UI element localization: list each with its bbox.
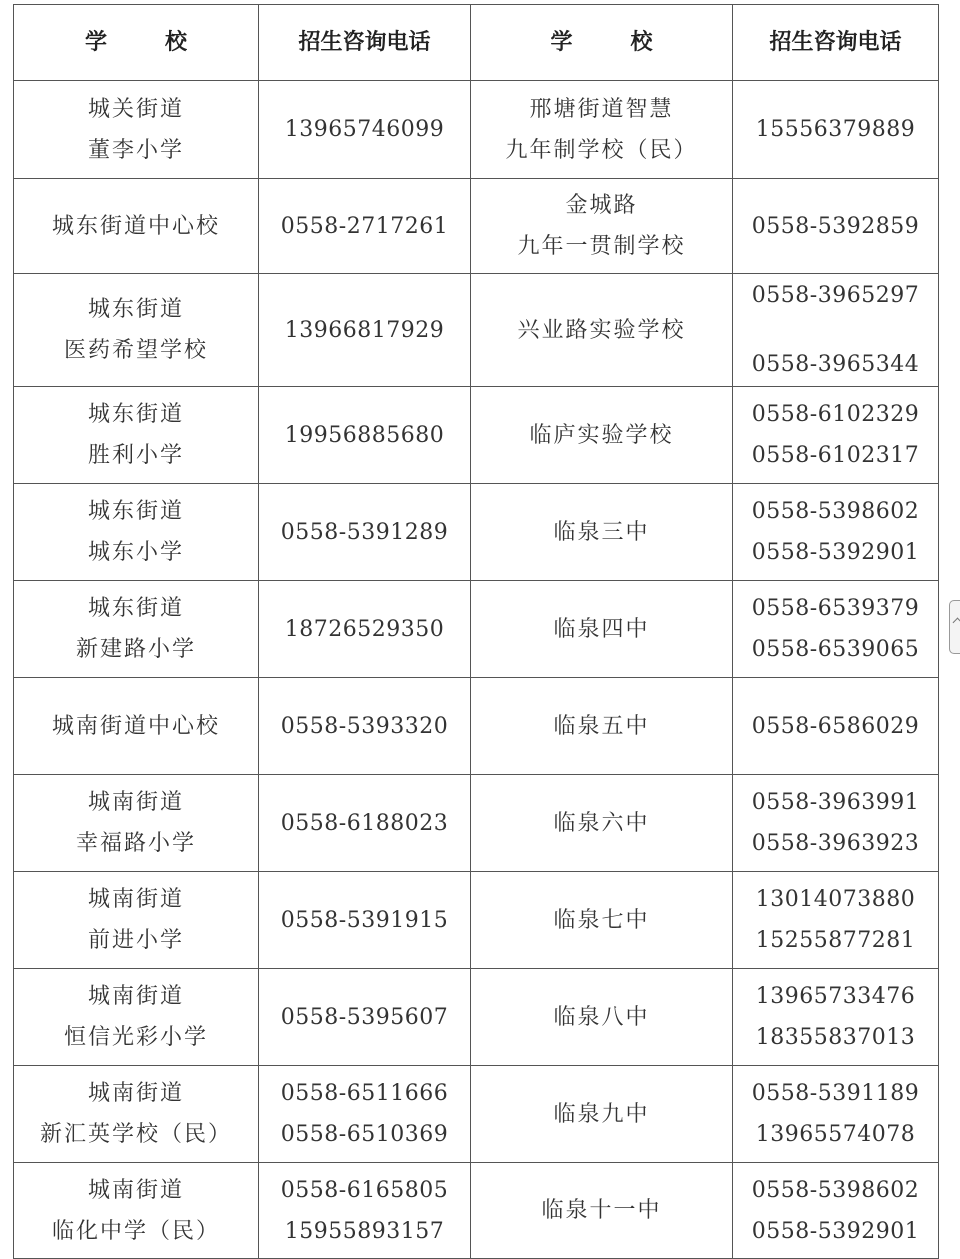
phone-right-cell: 0558-5398602 0558-5392901	[733, 484, 939, 581]
table-row	[14, 775, 939, 872]
phone-left-cell: 13965746099	[259, 81, 471, 179]
phone-right-cell: 0558-5392859	[733, 179, 939, 274]
school-right-cell: 临泉三中	[471, 484, 733, 581]
school-right-cell: 临泉八中	[471, 969, 733, 1066]
school-left-cell: 城南街道 恒信光彩小学	[14, 969, 259, 1066]
table-row	[14, 678, 939, 775]
school-right-cell: 临泉九中	[471, 1066, 733, 1163]
school-right-cell: 临泉七中	[471, 872, 733, 969]
phone-right-cell: 0558-6539379 0558-6539065	[733, 581, 939, 678]
school-left-cell: 城南街道 新汇英学校（民）	[14, 1066, 259, 1163]
school-right-cell: 兴业路实验学校	[471, 274, 733, 387]
phone-right-cell: 0558-6586029	[733, 678, 939, 775]
phone-right-cell: 0558-3963991 0558-3963923	[733, 775, 939, 872]
phone-right-cell: 0558-6102329 0558-6102317	[733, 387, 939, 484]
phone-right-cell: 0558-3965297 0558-3965344	[733, 274, 939, 387]
table-row	[14, 872, 939, 969]
school-left-cell: 城南街道 临化中学（民）	[14, 1163, 259, 1259]
school-left-cell: 城东街道 医药希望学校	[14, 274, 259, 387]
school-right-cell: 金城路 九年一贯制学校	[471, 179, 733, 274]
table-row	[14, 1163, 939, 1259]
school-right-cell: 临泉十一中	[471, 1163, 733, 1259]
school-right-cell: 临庐实验学校	[471, 387, 733, 484]
phone-left-cell: 0558-5391915	[259, 872, 471, 969]
phone-left-cell: 19956885680	[259, 387, 471, 484]
table-header-row	[14, 5, 939, 81]
phone-left-cell: 0558-6511666 0558-6510369	[259, 1066, 471, 1163]
table-row	[14, 387, 939, 484]
header-school-left: 学 校	[14, 5, 259, 81]
phone-right-cell: 15556379889	[733, 81, 939, 179]
phone-left-cell: 0558-5393320	[259, 678, 471, 775]
table-row	[14, 1066, 939, 1163]
header-school-right: 学 校	[471, 5, 733, 81]
school-right-cell: 临泉四中	[471, 581, 733, 678]
phone-left-cell: 13966817929	[259, 274, 471, 387]
phone-left-cell: 0558-6165805 15955893157	[259, 1163, 471, 1259]
school-left-cell: 城南街道中心校	[14, 678, 259, 775]
school-right-cell: 临泉六中	[471, 775, 733, 872]
header-phone-left: 招生咨询电话	[259, 5, 471, 81]
school-left-cell: 城东街道中心校	[14, 179, 259, 274]
school-left-cell: 城东街道 城东小学	[14, 484, 259, 581]
school-left-cell: 城东街道 胜利小学	[14, 387, 259, 484]
phone-right-cell: 0558-5398602 0558-5392901	[733, 1163, 939, 1259]
school-right-cell: 临泉五中	[471, 678, 733, 775]
school-left-cell: 城南街道 幸福路小学	[14, 775, 259, 872]
phone-right-cell: 13014073880 15255877281	[733, 872, 939, 969]
phone-left-cell: 0558-2717261	[259, 179, 471, 274]
phone-left-cell: 0558-6188023	[259, 775, 471, 872]
phone-right-cell: 13965733476 18355837013	[733, 969, 939, 1066]
enrollment-contact-table	[13, 4, 939, 1259]
table-row	[14, 581, 939, 678]
table-row	[14, 969, 939, 1066]
table-row	[14, 81, 939, 179]
table-row	[14, 484, 939, 581]
school-left-cell: 城关街道 董李小学	[14, 81, 259, 179]
phone-left-cell: 18726529350	[259, 581, 471, 678]
header-phone-right: 招生咨询电话	[733, 5, 939, 81]
table-row	[14, 274, 939, 387]
phone-left-cell: 0558-5391289	[259, 484, 471, 581]
school-right-cell: 邢塘街道智慧 九年制学校（民）	[471, 81, 733, 179]
chevron-left-icon	[953, 618, 960, 628]
phone-right-cell: 0558-5391189 13965574078	[733, 1066, 939, 1163]
phone-left-cell: 0558-5395607	[259, 969, 471, 1066]
school-left-cell: 城东街道 新建路小学	[14, 581, 259, 678]
table-row	[14, 179, 939, 274]
side-expand-tab[interactable]	[949, 600, 960, 654]
school-left-cell: 城南街道 前进小学	[14, 872, 259, 969]
